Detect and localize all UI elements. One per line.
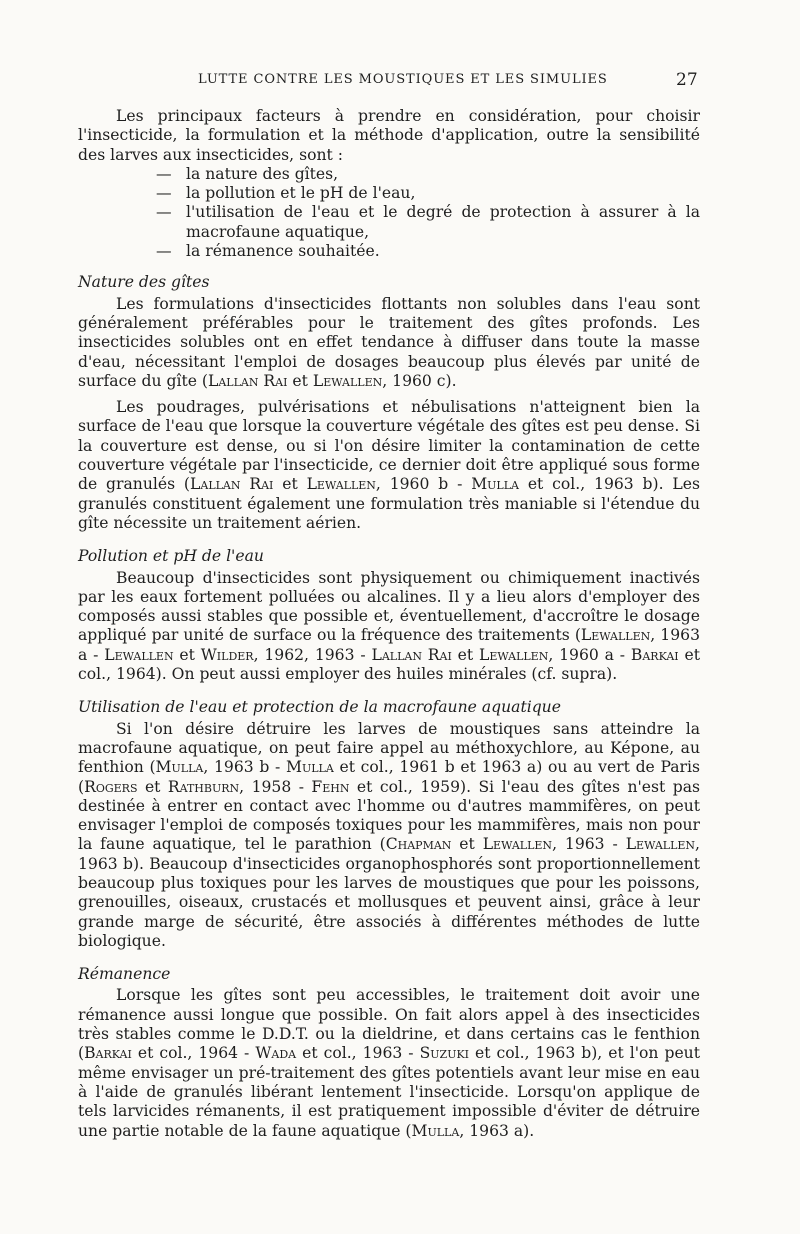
- section-heading-utilisation: Utilisation de l'eau et protection de la macrofaune aquatique: [78, 698, 561, 717]
- list-item: — la pollution et le pH de l'eau,: [156, 184, 416, 203]
- author-ref: Lewallen: [306, 475, 376, 494]
- author-ref: Mulla: [285, 758, 334, 777]
- author-ref: Barkai: [84, 1044, 132, 1063]
- section-heading-pollution: Pollution et pH de l'eau: [78, 547, 264, 566]
- author-ref: Lewallen: [104, 645, 174, 664]
- author-ref: Lewallen: [482, 835, 553, 854]
- author-ref: Lewallen: [478, 645, 549, 664]
- paragraph-nature-1: Les formulations d'insecticides flottants non solubles dans l'eau sont généralement préférables pour le traitement des gîtes profonds. Les insecticides solubles ont en effet tendance à diffuser dans toute la masse d'eau, nécessitant l'emploi de dosages beaucoup plus élevés par unité de surface du gîte (Lallan Rai et Lewallen, 1960 c).: [78, 294, 700, 390]
- paragraph-nature-2: Les poudrages, pulvérisations et nébulisations n'atteignent bien la surface de l'eau que lorsque la couverture végétale des gîtes est peu dense. Si la couverture est dense, ou si l'on désire limiter la contamination de cette couverture végétale par l'insecticide, ce dernier doit être appliqué sous forme de granulés (Lallan Rai et Lewallen, 1960 b - Mulla et col., 1963 b). Les granulés constituent également une formulation très maniable si l'étendue du gîte nécessite un traitement aérien.: [78, 398, 700, 532]
- author-ref: Rathburn: [167, 777, 240, 796]
- running-title: LUTTE CONTRE LES MOUSTIQUES ET LES SIMULIES: [198, 72, 608, 87]
- author-ref: Lallan Rai: [190, 475, 274, 494]
- author-ref: Barkai: [630, 645, 679, 664]
- list-item: — l'utilisation de l'eau et le degré de protection à assurer à la macrofaune aquatique,: [156, 203, 700, 241]
- author-ref: Lewallen: [580, 626, 651, 645]
- factor-list: [156, 165, 700, 261]
- section-heading-nature: Nature des gîtes: [78, 273, 210, 292]
- intro-paragraph: Les principaux facteurs à prendre en considération, pour choisir l'insecticide, la formulation et la méthode d'application, outre la sensibilité des larves aux insecticides, sont :: [78, 107, 700, 164]
- author-ref: Mulla: [471, 475, 519, 494]
- author-ref: Lallan Rai: [207, 371, 288, 390]
- author-ref: Lewallen: [312, 371, 383, 390]
- author-ref: Lewallen: [625, 835, 696, 854]
- author-ref: Mulla: [411, 1121, 460, 1140]
- author-ref: Wada: [255, 1044, 297, 1063]
- author-ref: Fehn: [311, 777, 350, 796]
- author-ref: Lallan Rai: [371, 645, 452, 664]
- dash-mark: —: [156, 242, 172, 261]
- paragraph-remanence-1: Lorsque les gîtes sont peu accessibles, le traitement doit avoir une rémanence aussi longue que possible. On fait alors appel à des insecticides très stables comme le D.D.T. ou la dieldrine, et dans certains cas le fenthion (Barkai et col., 1964 - Wada et col., 1963 - Suzuki et col., 1963 b), et l'on peut même envisager un pré-traitement des gîtes potentiels avant leur mise en eau à l'aide de granulés libérant lentement l'insecticide. Lorsqu'on applique de tels larvicides rémanents, il est pratiquement impossible d'éviter de détruire une partie notable de la faune aquatique (Mulla, 1963 a).: [78, 986, 700, 1140]
- dash-mark: —: [156, 203, 172, 222]
- body-text: [78, 107, 700, 1141]
- list-item: — la nature des gîtes,: [156, 164, 339, 183]
- author-ref: Wilder: [200, 645, 254, 664]
- author-ref: Mulla: [155, 758, 204, 777]
- author-ref: Rogers: [84, 777, 138, 796]
- list-item: — la rémanence souhaitée.: [156, 242, 380, 261]
- section-heading-remanence: Rémanence: [78, 965, 171, 984]
- paragraph-pollution-1: Beaucoup d'insecticides sont physiquement ou chimiquement inactivés par les eaux fortement polluées ou alcalines. Il y a lieu alors d'employer des composés aussi stables que possible et, éventuellement, d'accroître le dosage appliqué par unité de surface ou la fréquence des traitements (Lewallen, 1963 a - Lewallen et Wilder, 1962, 1963 - Lallan Rai et Lewallen, 1960 a - Barkai et col., 1964). On peut aussi employer des huiles minérales (cf. supra).: [78, 568, 700, 684]
- paragraph-utilisation-1: Si l'on désire détruire les larves de moustiques sans atteindre la macrofaune aquatique, on peut faire appel au méthoxychlore, au Képone, au fenthion (Mulla, 1963 b - Mulla et col., 1961 b et 1963 a) ou au vert de Paris (Rogers et Rathburn, 1958 - Fehn et col., 1959). Si l'eau des gîtes n'est pas destinée à entrer en contact avec l'homme ou d'autres mammifères, on peut envisager l'emploi de composés toxiques pour les mammifères, mais non pour la faune aquatique, tel le parathion (Chapman et Lewallen, 1963 - Lewallen, 1963 b). Beaucoup d'insecticides organophosphorés sont proportionnellement beaucoup plus toxiques pour les larves de moustiques que pour les poissons, grenouilles, oiseaux, crustacés et mollusques et peuvent ainsi, grâce à leur grande marge de sécurité, être associés à différentes méthodes de lutte biologique.: [78, 719, 701, 950]
- dash-mark: —: [156, 164, 172, 183]
- author-ref: Chapman: [385, 835, 452, 854]
- dash-mark: —: [156, 184, 172, 203]
- author-ref: Suzuki: [419, 1044, 470, 1063]
- page-number: 27: [676, 70, 698, 90]
